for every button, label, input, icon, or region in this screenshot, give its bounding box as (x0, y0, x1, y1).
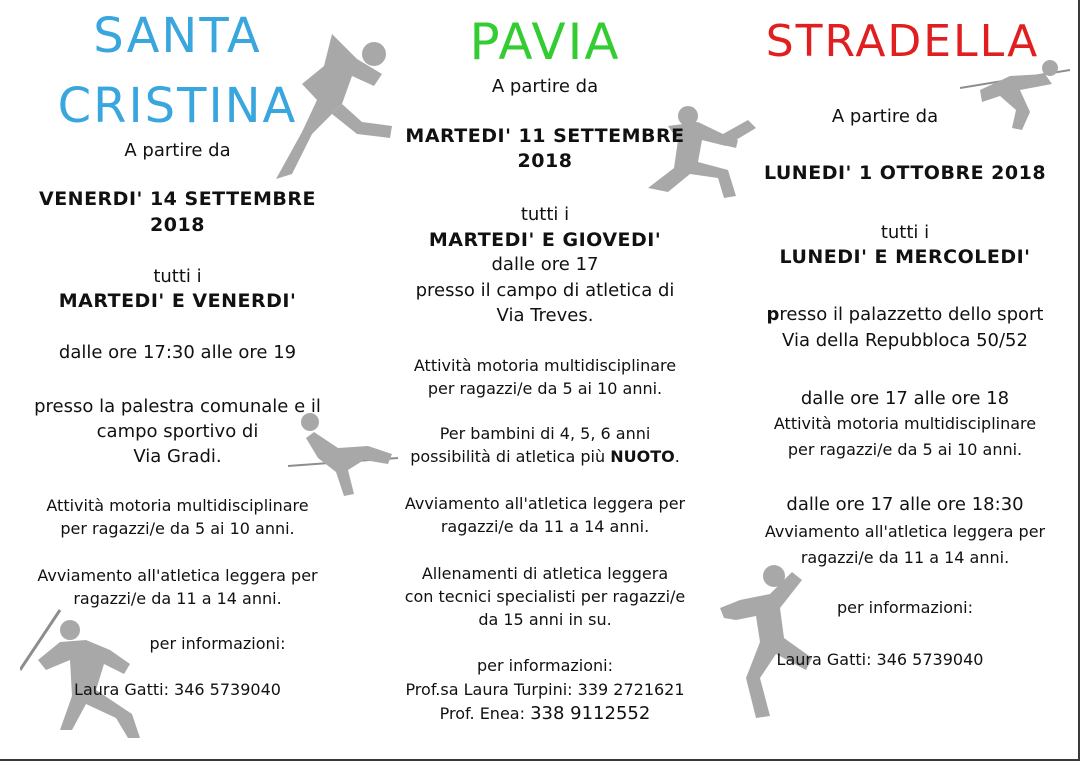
contact-phone: Laura Gatti: 346 5739040 (776, 650, 984, 669)
every-label: tutti i (880, 222, 930, 243)
venue-line2: Via Treves. (496, 305, 594, 326)
activity1-line1: Attività motoria multidisciplinare (413, 356, 677, 375)
kids-line2 (365, 447, 725, 466)
starting-label: A partire da (491, 76, 599, 97)
venue-line3: Via Gradi. (133, 446, 222, 467)
training-hours: dalle ore 17:30 alle ore 19 (58, 342, 297, 363)
activity1-line2: per ragazzi/e da 5 ai 10 anni. (427, 379, 663, 398)
activity2-line1: Avviamento all'atletica leggera per (37, 566, 318, 585)
training-line1: Allenamenti di atletica leggera (421, 564, 669, 583)
city-title-stradella: STRADELLA (765, 16, 1040, 67)
kids-line1: Per bambini di 4, 5, 6 anni (439, 424, 651, 443)
activity2-line1: Avviamento all'atletica leggera per (404, 494, 686, 513)
start-date: MARTEDI' 11 SETTEMBRE (405, 125, 685, 147)
javelin-thrower-icon (20, 590, 160, 740)
every-label: tutti i (153, 266, 202, 287)
contact-phone: Laura Gatti: 346 5739040 (74, 680, 281, 699)
venue-line1-text: resso il palazzetto dello sport (779, 304, 1044, 325)
training-days: LUNEDI' E MERCOLEDI' (779, 246, 1031, 268)
training-line3: da 15 anni in su. (478, 610, 612, 629)
info-label: per informazioni: (477, 656, 613, 675)
training-days: MARTEDI' E GIOVEDI' (428, 229, 662, 251)
activity2-line1: Avviamento all'atletica leggera per (764, 522, 1046, 541)
venue-line1: presso il campo di atletica di (415, 280, 675, 301)
venue-initial: p (766, 304, 780, 325)
activity1-line2: per ragazzi/e da 5 ai 10 anni. (787, 440, 1023, 459)
starting-label: A partire da (124, 140, 231, 161)
city-title-pavia: PAVIA (469, 13, 621, 71)
venue-line1: presso la palestra comunale e il (34, 396, 321, 417)
start-date: VENERDI' 14 SETTEMBRE (38, 188, 317, 210)
contact-enea-label: Prof. Enea: (439, 704, 531, 723)
activity2-line2: ragazzi/e da 11 a 14 anni. (800, 548, 1010, 567)
info-label: per informazioni: (837, 598, 973, 617)
city-title-santa-line2: CRISTINA (57, 78, 298, 134)
venue-line2: campo sportivo di (96, 421, 259, 442)
start-date: LUNEDI' 1 OTTOBRE 2018 (763, 162, 1047, 184)
kids-line2-text: possibilità di atletica più (410, 447, 611, 466)
kids-line2-end: . (674, 447, 680, 466)
hours1: dalle ore 17 alle ore 18 (800, 388, 1010, 409)
activity1-line1: Attività motoria multidisciplinare (46, 496, 309, 515)
venue-line2: Via della Repubbloca 50/52 (782, 330, 1028, 351)
city-title-santa-line1: SANTA (93, 8, 262, 64)
activity2-line2: ragazzi/e da 11 a 14 anni. (440, 517, 650, 536)
training-hours: dalle ore 17 (491, 254, 599, 275)
contact-enea (365, 703, 725, 725)
training-line2: con tecnici specialisti per ragazzi/e (404, 587, 686, 606)
start-year: 2018 (150, 214, 205, 236)
every-label: tutti i (520, 204, 570, 225)
activity1-line2: per ragazzi/e da 5 ai 10 anni. (60, 519, 295, 538)
contact-enea-number: 338 9112552 (530, 703, 651, 724)
swimming-highlight: NUOTO (610, 447, 675, 466)
venue-line1 (735, 304, 1075, 326)
activity1-line1: Attività motoria multidisciplinare (773, 414, 1037, 433)
starting-label: A partire da (831, 106, 939, 127)
info-label: per informazioni: (149, 634, 286, 653)
start-year: 2018 (517, 150, 573, 172)
training-days: MARTEDI' E VENERDI' (58, 290, 297, 312)
hours2: dalle ore 17 alle ore 18:30 (786, 494, 1024, 515)
contact-turpini: Prof.sa Laura Turpini: 339 2721621 (405, 680, 685, 699)
activity2-line2: ragazzi/e da 11 a 14 anni. (73, 589, 282, 608)
